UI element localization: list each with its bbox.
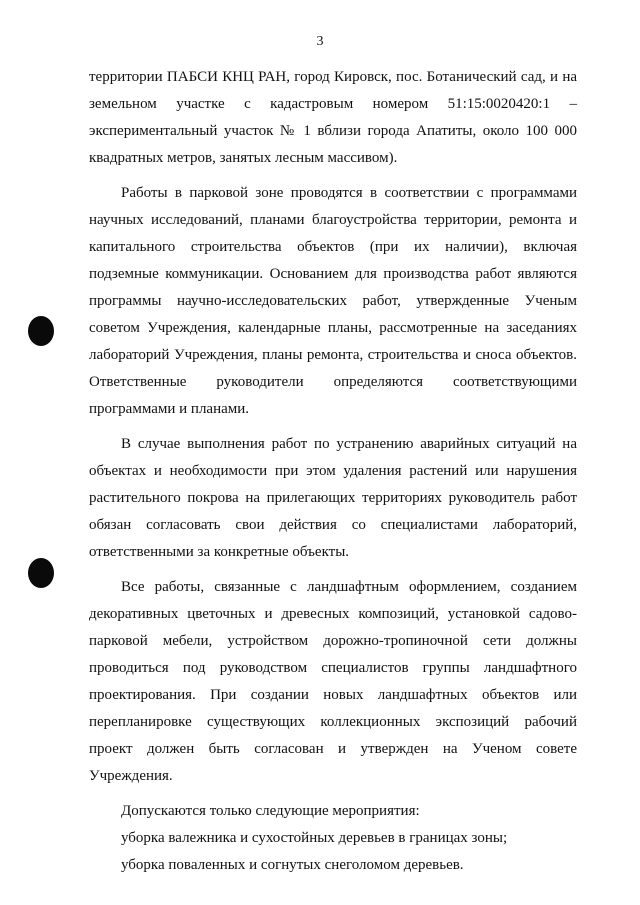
paragraph-continuation: территории ПАБСИ КНЦ РАН, город Кировск, пос. Ботанический сад, и на земельном участке с кадастровым номером 51:15:0020420:1 – экспериментальный участок № 1 вблизи города Апатиты, около 100 000 квадратных метров, занятых лесным массивом). xyxy=(89,69,577,166)
list-intro: Допускаются только следующие мероприятия: xyxy=(121,803,420,819)
paragraph-park-works: Работы в парковой зоне проводятся в соответствии с программами научных исследований, планами благоустройства территории, ремонта и капитального строительства объектов (при их наличии), включая подземные коммуникации. Основанием для производства работ являются программы научно-исследовательских работ, утвержденные Ученым советом Учреждения, календарные планы, рассмотренные на заседаниях лабораторий Учреждения, планы ремонта, строительства и сноса объектов. Ответственные руководители определяются соответствующими программами и планами. xyxy=(89,185,577,417)
punch-hole-mark xyxy=(28,558,54,588)
paragraph-emergency-works: В случае выполнения работ по устранению аварийных ситуаций на объектах и необходимости при этом удаления растений или нарушения растительного покрова на прилегающих территориях руководитель работ обязан согласовать свои действия со специалистами лабораторий, ответственными за конкретные объекты. xyxy=(89,436,577,560)
document-body xyxy=(89,64,577,879)
page-number: 3 xyxy=(316,34,324,49)
list-item: уборка поваленных и согнутых снеголомом деревьев. xyxy=(121,857,464,873)
list-item: уборка валежника и сухостойных деревьев в границах зоны; xyxy=(121,830,508,846)
punch-hole-mark xyxy=(28,316,54,346)
paragraph-landscape-works: Все работы, связанные с ландшафтным оформлением, созданием декоративных цветочных и древесных композиций, установкой садово-парковой мебели, устройством дорожно-тропиночной сети должны проводиться под руководством специалистов группы ландшафтного проектирования. При создании новых ландшафтных объектов или перепланировке существующих коллекционных экспозиций рабочий проект должен быть согласован и утвержден на Ученом совете Учреждения. xyxy=(89,579,577,784)
